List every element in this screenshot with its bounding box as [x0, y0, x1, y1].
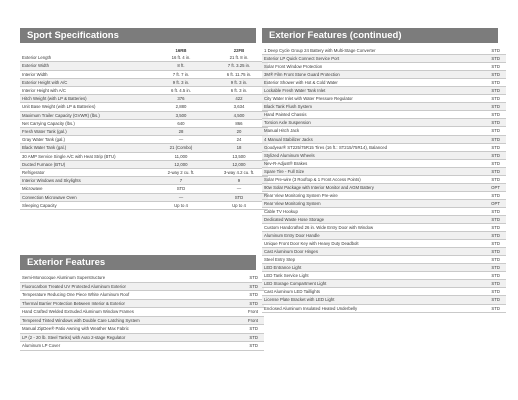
- row-label: Exterior LP Quick Connect Service Port: [262, 55, 462, 63]
- row-value: STD: [462, 207, 506, 215]
- table-row: [20, 169, 268, 177]
- row-label: Dedicated Waste Hose Storage: [262, 215, 462, 223]
- row-label: Fluorocarbon Treated UV Protected Aluminum Exterior: [20, 282, 220, 291]
- table-row: [20, 325, 264, 334]
- table-row: [262, 272, 506, 280]
- row-label: Manual Hitch Jack: [262, 127, 462, 135]
- row-value: 12,000: [152, 160, 210, 168]
- row-label: Black Water Tank (gal.): [20, 144, 152, 152]
- table-row: [20, 78, 268, 86]
- row-label: Custom Handcrafted 26 in. Wide Entry Door with Window: [262, 224, 462, 232]
- row-value: Front: [220, 316, 264, 325]
- row-label: Interior Height with A/C: [20, 87, 152, 95]
- row-label: License Plate Bracket with LED Light: [262, 296, 462, 304]
- table-row: [262, 248, 506, 256]
- table-row: [262, 119, 506, 127]
- row-value: STD: [462, 111, 506, 119]
- row-value: STD: [462, 224, 506, 232]
- row-label: LED Entrance Light: [262, 264, 462, 272]
- table-row: [262, 71, 506, 79]
- table-row: [20, 291, 264, 300]
- table-row: [262, 232, 506, 240]
- row-label: Interior Width: [20, 70, 152, 78]
- row-value: 9: [210, 177, 268, 185]
- row-value: Front: [220, 308, 264, 317]
- table-row: [20, 95, 268, 103]
- row-value: STD: [462, 280, 506, 288]
- row-value: STD: [462, 119, 506, 127]
- table-row: [262, 95, 506, 103]
- row-label: Convection Microwave Oven: [20, 193, 152, 201]
- row-label: Refrigerator: [20, 169, 152, 177]
- sport-specifications-section: [20, 28, 256, 210]
- row-value: STD: [220, 325, 264, 334]
- table-row: [262, 304, 506, 312]
- table-row: [262, 183, 506, 191]
- row-value: STD: [220, 291, 264, 300]
- row-label: Gray Water Tank (gal.): [20, 136, 152, 144]
- row-value: 7 ft. 3.25 in.: [210, 62, 268, 70]
- table-row: [20, 185, 268, 193]
- row-value: STD: [462, 248, 506, 256]
- table-row: [262, 288, 506, 296]
- table-row: [20, 177, 268, 185]
- row-value: STD: [462, 95, 506, 103]
- row-label: Maximum Trailer Capacity (GVWR) (lbs.): [20, 111, 152, 119]
- row-value: 4,500: [210, 111, 268, 119]
- table-row: [20, 62, 268, 70]
- row-value: 422: [210, 95, 268, 103]
- header-cell: [20, 47, 152, 54]
- row-label: Goodyear® ST225/75R15 Tires (16 ft.: ST215/75R14), Balanced: [262, 143, 462, 151]
- table-row: [262, 47, 506, 55]
- row-label: Temperature Reducing One Piece White Aluminum Roof: [20, 291, 220, 300]
- exterior-continued-section: [262, 28, 498, 313]
- table-row: [20, 119, 268, 127]
- row-label: 1 Deep Cycle Group 24 Battery with Multi-Stage Converter: [262, 47, 462, 55]
- row-label: Cable TV Hookup: [262, 207, 462, 215]
- row-label: LED Storage Compartment Light: [262, 280, 462, 288]
- row-label: LED Tank Service Light: [262, 272, 462, 280]
- row-value: 16 ft. 4 in.: [152, 54, 210, 62]
- row-value: 9 ft. 3 in.: [152, 78, 210, 86]
- row-label: Exterior Height with A/C: [20, 78, 152, 86]
- row-label: Rear View Monitoring System: [262, 199, 462, 207]
- table-row: [262, 79, 506, 87]
- row-value: —: [152, 136, 210, 144]
- row-value: STD: [462, 232, 506, 240]
- table-row: [262, 87, 506, 95]
- row-value: STD: [462, 191, 506, 199]
- row-label: Solar Front Window Protection: [262, 63, 462, 71]
- table-row: [262, 207, 506, 215]
- row-label: LP (2 - 20 lb. Steel Tanks) with Auto 2-stage Regulator: [20, 333, 220, 342]
- row-value: 2-way 2 cu. ft.: [152, 169, 210, 177]
- row-value: STD: [462, 103, 506, 111]
- exterior-features-title: Exterior Features: [20, 255, 256, 270]
- row-value: STD: [462, 296, 506, 304]
- row-value: Up to 4: [210, 201, 268, 209]
- sport-specifications-table: [20, 47, 268, 210]
- row-value: STD: [462, 175, 506, 183]
- row-value: STD: [462, 288, 506, 296]
- row-value: STD: [220, 342, 264, 351]
- row-value: 3-way 4.2 cu. ft.: [210, 169, 268, 177]
- table-row: [262, 151, 506, 159]
- row-value: STD: [462, 215, 506, 223]
- row-value: 7: [152, 177, 210, 185]
- row-label: Hand Crafted Welded Extruded Aluminum Window Frames: [20, 308, 220, 317]
- row-value: STD: [462, 71, 506, 79]
- row-value: STD: [220, 274, 264, 282]
- row-value: 2,880: [152, 103, 210, 111]
- exterior-features-body: [20, 274, 264, 350]
- exterior-features-section: [20, 255, 256, 351]
- row-label: Fresh Water Tank (gal.): [20, 128, 152, 136]
- table-header-row: [20, 47, 268, 54]
- row-value: 866: [210, 119, 268, 127]
- table-row: [262, 143, 506, 151]
- row-label: Semi-Monocoque Aluminum Superstructure: [20, 274, 220, 282]
- table-row: [20, 160, 268, 168]
- row-label: 90w Solar Package with Interior Monitor and AGM Battery: [262, 183, 462, 191]
- table-row: [20, 193, 268, 201]
- table-row: [20, 144, 268, 152]
- row-value: 21 (Combo): [152, 144, 210, 152]
- row-value: STD: [462, 55, 506, 63]
- row-value: STD: [152, 185, 210, 193]
- table-row: [262, 175, 506, 183]
- row-value: 376: [152, 95, 210, 103]
- table-row: [262, 215, 506, 223]
- row-value: STD: [462, 272, 506, 280]
- table-row: [20, 152, 268, 160]
- row-value: 9 ft. 3 in.: [210, 78, 268, 86]
- row-value: STD: [462, 47, 506, 55]
- row-value: STD: [462, 256, 506, 264]
- row-value: 18: [210, 144, 268, 152]
- table-row: [20, 111, 268, 119]
- table-row: [262, 296, 506, 304]
- row-label: Hand Painted Chassis: [262, 111, 462, 119]
- sport-specifications-body: [20, 54, 268, 209]
- row-value: 12,000: [210, 160, 268, 168]
- row-value: STD: [462, 79, 506, 87]
- row-value: 3,634: [210, 103, 268, 111]
- row-value: STD: [220, 333, 264, 342]
- table-row: [262, 224, 506, 232]
- row-value: —: [152, 193, 210, 201]
- table-row: [20, 333, 264, 342]
- row-value: STD: [462, 159, 506, 167]
- row-value: 28: [152, 128, 210, 136]
- row-value: 13,500: [210, 152, 268, 160]
- row-value: 3,500: [152, 111, 210, 119]
- row-label: Lockable Fresh Water Tank Inlet: [262, 87, 462, 95]
- table-row: [262, 256, 506, 264]
- row-value: STD: [462, 127, 506, 135]
- row-label: Manual ZipDee® Patio Awning with Weather Max Fabric: [20, 325, 220, 334]
- row-value: 20: [210, 128, 268, 136]
- row-label: Exterior Shower with Hot & Cold Water: [262, 79, 462, 87]
- table-row: [20, 128, 268, 136]
- row-value: 640: [152, 119, 210, 127]
- row-label: City Water Inlet with Water Pressure Regulator: [262, 95, 462, 103]
- row-value: 6 ft. 4.5 in.: [152, 87, 210, 95]
- row-label: Sleeping Capacity: [20, 201, 152, 209]
- table-row: [20, 299, 264, 308]
- table-row: [262, 103, 506, 111]
- row-label: Nev-R-Adjust® Brakes: [262, 159, 462, 167]
- table-row: [262, 63, 506, 71]
- row-label: Enclosed Aluminum Insulated Heated Underbelly: [262, 304, 462, 312]
- table-row: [20, 87, 268, 95]
- row-label: Aluminum LP Cover: [20, 342, 220, 351]
- row-label: Exterior Width: [20, 62, 152, 70]
- row-label: Unit Base Weight (with LP & Batteries): [20, 103, 152, 111]
- row-value: STD: [210, 193, 268, 201]
- row-value: STD: [462, 264, 506, 272]
- table-row: [20, 70, 268, 78]
- table-row: [20, 103, 268, 111]
- table-row: [20, 136, 268, 144]
- table-row: [262, 55, 506, 63]
- row-label: Microwave: [20, 185, 152, 193]
- row-value: 8 ft.: [152, 62, 210, 70]
- row-label: Tempered Tinted Windows with Double Care Latching System: [20, 316, 220, 325]
- row-label: Rear View Monitoring System Pre-wire: [262, 191, 462, 199]
- table-row: [262, 199, 506, 207]
- table-row: [262, 191, 506, 199]
- row-value: —: [210, 185, 268, 193]
- row-value: STD: [220, 282, 264, 291]
- row-value: 21 ft. 8 in.: [210, 54, 268, 62]
- row-label: 4 Manual Stabilizer Jacks: [262, 135, 462, 143]
- row-value: 24: [210, 136, 268, 144]
- row-label: Steel Entry Step: [262, 256, 462, 264]
- table-row: [20, 282, 264, 291]
- row-value: STD: [462, 240, 506, 248]
- header-cell-22fb: 22FB: [233, 48, 245, 53]
- exterior-continued-title: Exterior Features (continued): [262, 28, 498, 43]
- row-label: Cast Aluminum LED Taillights: [262, 288, 462, 296]
- row-value: OPT: [462, 199, 506, 207]
- row-label: Cast Aluminum Door Hinges: [262, 248, 462, 256]
- row-value: STD: [462, 151, 506, 159]
- table-row: [262, 135, 506, 143]
- exterior-continued-body: [262, 47, 506, 312]
- table-row: [262, 111, 506, 119]
- row-value: 6 ft. 3 in.: [210, 87, 268, 95]
- exterior-continued-table: [262, 47, 506, 313]
- row-value: STD: [220, 299, 264, 308]
- row-label: Hitch Weight (with LP & Batteries): [20, 95, 152, 103]
- row-label: Black Tank Flush System: [262, 103, 462, 111]
- row-label: Interior Windows and Skylights: [20, 177, 152, 185]
- row-value: STD: [462, 143, 506, 151]
- row-label: Stylized Aluminum Wheels: [262, 151, 462, 159]
- table-row: [20, 201, 268, 209]
- row-label: Torsion Axle Suspension: [262, 119, 462, 127]
- row-value: STD: [462, 167, 506, 175]
- row-label: Exterior Length: [20, 54, 152, 62]
- table-row: [20, 54, 268, 62]
- row-value: Up to 4: [152, 201, 210, 209]
- table-row: [262, 127, 506, 135]
- row-label: 3M® Film Front Stone Guard Protection: [262, 71, 462, 79]
- row-value: STD: [462, 304, 506, 312]
- table-row: [20, 342, 264, 351]
- table-row: [262, 264, 506, 272]
- row-value: 6 ft. 11.75 in.: [210, 70, 268, 78]
- exterior-features-table: [20, 274, 264, 351]
- sport-specifications-title: Sport Specifications: [20, 28, 256, 43]
- row-label: 30 AMP Service Single A/C with Heat Strip (BTU): [20, 152, 152, 160]
- row-label: Unique Front Door Key with Heavy Duty Deadbolt: [262, 240, 462, 248]
- table-row: [262, 167, 506, 175]
- row-value: 7 ft. 7 in.: [152, 70, 210, 78]
- row-value: 11,000: [152, 152, 210, 160]
- row-value: STD: [462, 87, 506, 95]
- header-cell-16rb: 16RB: [175, 48, 187, 53]
- row-value: STD: [462, 63, 506, 71]
- table-row: [20, 274, 264, 282]
- row-label: Net Carrying Capacity (lbs.): [20, 119, 152, 127]
- row-value: OPT: [462, 183, 506, 191]
- row-label: Solar Pre-wire (3 Rooftop & 1 Front Access Points): [262, 175, 462, 183]
- table-row: [262, 240, 506, 248]
- row-label: Ducted Furnace (BTU): [20, 160, 152, 168]
- row-label: Thermal Barrier Protection Between Interior & Exterior: [20, 299, 220, 308]
- table-row: [20, 316, 264, 325]
- row-label: Spare Tire - Full Size: [262, 167, 462, 175]
- row-value: STD: [462, 135, 506, 143]
- table-row: [262, 159, 506, 167]
- table-row: [20, 308, 264, 317]
- row-label: Aluminum Entry Door Handle: [262, 232, 462, 240]
- table-row: [262, 280, 506, 288]
